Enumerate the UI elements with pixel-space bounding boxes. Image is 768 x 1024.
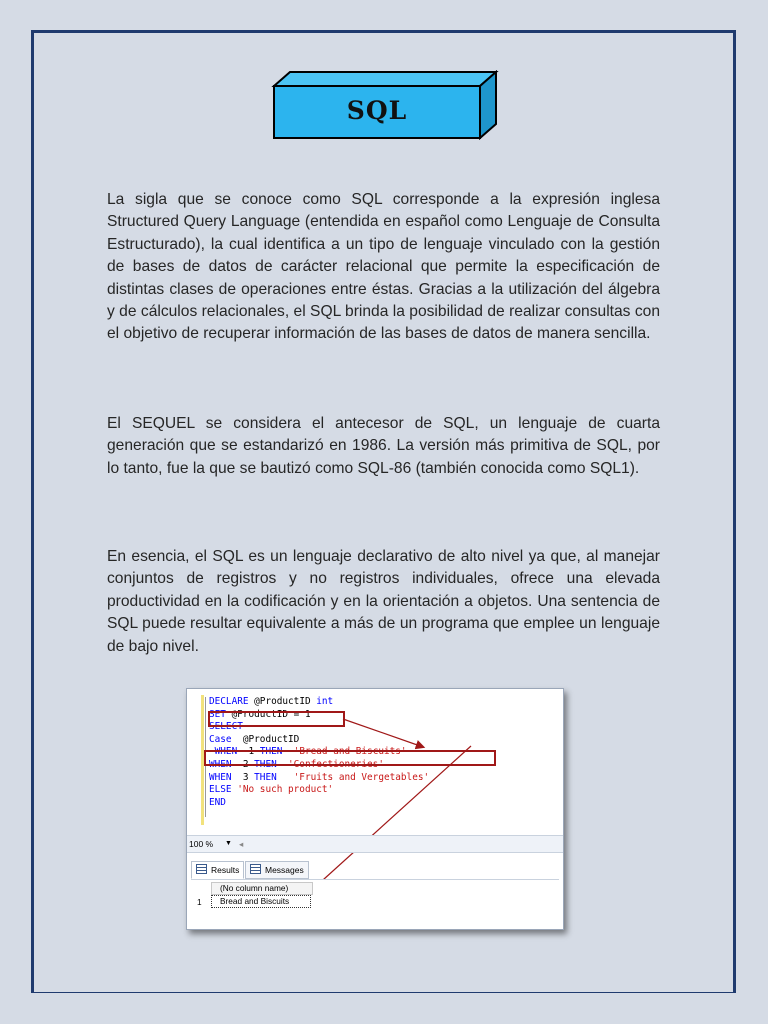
code-keyword: SET bbox=[209, 708, 226, 720]
grid-row-number: 1 bbox=[197, 897, 202, 907]
grid-column-header: (No column name) bbox=[211, 882, 313, 895]
zoom-level[interactable]: 100 % bbox=[189, 839, 214, 849]
title-box bbox=[270, 70, 500, 140]
page-title: SQL bbox=[346, 96, 408, 125]
sql-screenshot bbox=[186, 688, 564, 930]
tab-messages-label: Messages bbox=[265, 865, 304, 875]
result-tabs bbox=[187, 861, 563, 879]
paragraph-3: En esencia, el SQL es un lenguaje declarativo de alto nivel ya que, al manejar conjuntos de registros y no registros individuales, ofrece una elevada productividad en la codificación y en la orientación a objetos. Una sentencia de SQL puede resultar equivalente a más de un programa que emplee un lenguaje de bajo nivel. bbox=[107, 548, 660, 655]
paragraph-2: El SEQUEL se considera el antecesor de SQL, un lenguaje de cuarta generación que se estandarizó en 1986. La versión más primitiva de SQL, por lo tanto, fue la que se bautizó como SQL-86 (también conocida como SQL1). bbox=[107, 415, 660, 477]
code-keyword: Case bbox=[209, 733, 232, 745]
code-string: 'Confectioneries' bbox=[276, 758, 384, 770]
code-keyword: WHEN bbox=[209, 771, 232, 783]
grid-icon bbox=[196, 864, 207, 874]
code-string: 'No such product' bbox=[231, 784, 334, 796]
code-keyword: WHEN bbox=[209, 758, 232, 770]
scroll-left-icon[interactable]: ◂ bbox=[239, 839, 244, 849]
code-text: @ProductID bbox=[231, 733, 300, 745]
code-keyword: THEN bbox=[254, 771, 277, 783]
zoom-dropdown-icon[interactable]: ▼ bbox=[225, 840, 232, 847]
paragraph-1: La sigla que se conoce como SQL corresponde a la expresión inglesa Structured Query Language (entendida en español como Lenguaje de Consulta Estructurado), la cual identifica a un tipo de lenguaje vinculado con la gestión de bases de datos de carácter relacional que permite la especificación de distintas clases de operaciones entre éstas. Gracias a la utilización del álgebra y de cálculos relacionales, el SQL brinda la posibilidad de realizar consultas con el objetivo de recuperar información de las bases de datos de manera sencilla. bbox=[107, 191, 660, 343]
code-text: 3 bbox=[231, 771, 255, 783]
grid-cell[interactable]: Bread and Biscuits bbox=[211, 895, 311, 908]
tab-results[interactable] bbox=[191, 861, 244, 879]
code-keyword: WHEN bbox=[209, 746, 238, 758]
zoom-bar bbox=[187, 835, 563, 853]
code-text: 1 bbox=[237, 746, 260, 758]
code-keyword: THEN bbox=[259, 746, 283, 758]
code-string: 'Bread and Biscuits' bbox=[282, 746, 407, 758]
code-keyword: THEN bbox=[254, 758, 277, 770]
tab-messages[interactable] bbox=[245, 861, 309, 879]
messages-icon bbox=[250, 864, 261, 874]
code-text: 2 bbox=[231, 758, 255, 770]
code-string: 'Fruits and Vergetables' bbox=[276, 771, 430, 783]
code-keyword: SELECT bbox=[209, 721, 243, 733]
tab-results-label: Results bbox=[211, 865, 240, 875]
code-text: @ProductID bbox=[248, 696, 317, 707]
code-keyword: int bbox=[316, 696, 334, 707]
code-keyword: ELSE bbox=[209, 784, 232, 796]
code-keyword: END bbox=[209, 796, 226, 808]
results-grid bbox=[191, 879, 559, 926]
code-keyword: DECLARE bbox=[209, 696, 249, 707]
code-text: @ProductID = 1 bbox=[225, 708, 311, 720]
